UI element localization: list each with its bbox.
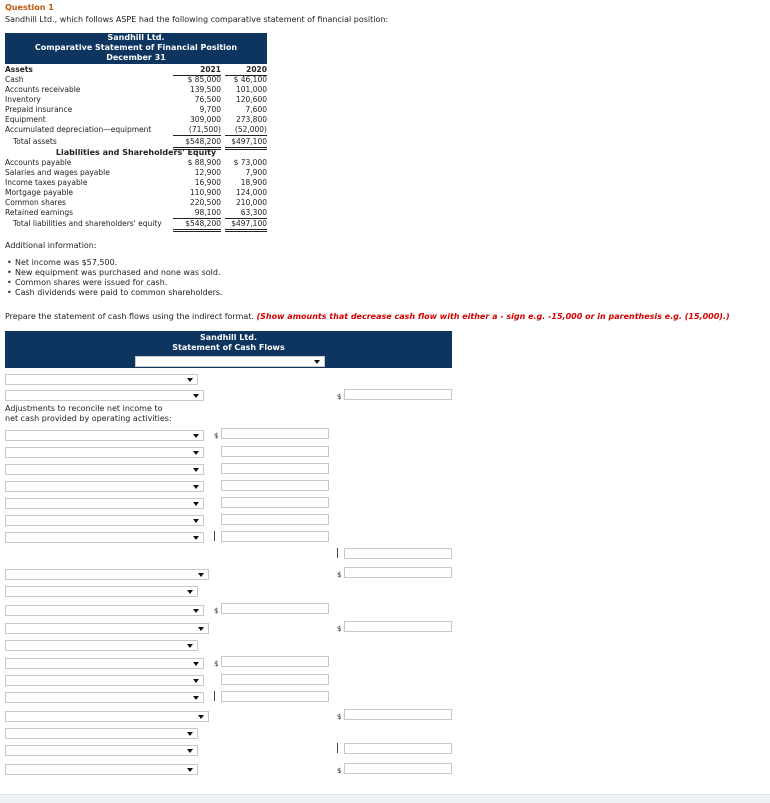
additional-info-header: Additional information: — [5, 241, 97, 250]
line-item-select[interactable] — [5, 532, 204, 543]
underline-mark — [214, 691, 215, 701]
amount-input[interactable] — [221, 691, 329, 702]
instruction — [5, 312, 730, 321]
scf-title: Statement of Cash Flows — [172, 343, 285, 352]
adjustments-label-line: Adjustments to reconcile net income to — [5, 404, 163, 413]
additional-info-list — [5, 258, 223, 298]
dollar-sign: $ — [337, 571, 342, 579]
chevron-down-icon — [314, 360, 320, 364]
sfp-title: Comparative Statement of Financial Position — [34, 43, 238, 52]
dollar-sign: $ — [337, 393, 342, 401]
list-item: • New equipment was purchased and none was sold. — [15, 268, 223, 278]
question-intro: Sandhill Ltd., which follows ASPE had the following comparative statement of financial position: — [5, 15, 389, 24]
sfp-column-header-row — [5, 65, 267, 75]
line-item-select[interactable] — [5, 515, 204, 526]
dollar-sign: $ — [214, 660, 219, 668]
liability-row — [5, 158, 267, 168]
chevron-down-icon — [193, 468, 199, 472]
line-item-select[interactable] — [5, 745, 198, 756]
liability-label: Retained earnings — [5, 208, 74, 217]
chevron-down-icon — [193, 451, 199, 455]
chevron-down-icon — [187, 768, 193, 772]
asset-row — [5, 105, 267, 115]
asset-2021: 139,500 — [189, 85, 221, 94]
liability-label: Salaries and wages payable — [5, 168, 110, 177]
amount-input[interactable] — [344, 763, 452, 774]
list-item: • Net income was $57,500. — [15, 258, 223, 268]
chevron-down-icon — [198, 627, 204, 631]
asset-2021: (71,500) — [173, 125, 221, 136]
liability-2020: 18,900 — [240, 178, 267, 187]
amount-input[interactable] — [221, 497, 329, 508]
adjustments-label — [5, 404, 172, 424]
liability-2021: 12,900 — [194, 168, 221, 177]
line-item-select[interactable] — [5, 586, 198, 597]
amount-input[interactable] — [344, 567, 452, 578]
line-item-select[interactable] — [5, 374, 198, 385]
chevron-down-icon — [187, 378, 193, 382]
amount-input[interactable] — [344, 548, 452, 559]
asset-label: Cash — [5, 75, 24, 84]
chevron-down-icon — [187, 590, 193, 594]
line-item-select[interactable] — [5, 640, 198, 651]
line-item-select[interactable] — [5, 605, 204, 616]
chevron-down-icon — [193, 519, 199, 523]
dollar-sign: $ — [337, 713, 342, 721]
liability-2021: $ 88,900 — [187, 158, 221, 167]
total-assets-2020: $497,100 — [225, 137, 267, 150]
period-select[interactable] — [135, 356, 325, 367]
asset-2020: 101,000 — [235, 85, 267, 94]
col-2021: 2021 — [173, 65, 221, 76]
line-item-select[interactable] — [5, 464, 204, 475]
liability-2021: 220,500 — [189, 198, 221, 207]
underline-mark — [337, 743, 338, 753]
asset-label: Inventory — [5, 95, 41, 104]
liability-2020: 63,300 — [225, 208, 267, 219]
asset-2020: 7,600 — [245, 105, 267, 114]
liability-row — [5, 198, 267, 208]
amount-input[interactable] — [344, 389, 452, 400]
asset-label: Accumulated depreciation—equipment — [5, 125, 152, 134]
amount-input[interactable] — [221, 514, 329, 525]
amount-input[interactable] — [221, 603, 329, 614]
line-item-select[interactable] — [5, 447, 204, 458]
asset-2021: 9,700 — [199, 105, 221, 114]
underline-mark — [214, 531, 215, 541]
chevron-down-icon — [187, 749, 193, 753]
asset-row — [5, 85, 267, 95]
total-liabilities-2021: $548,200 — [173, 219, 221, 232]
liability-2020: 210,000 — [235, 198, 267, 207]
line-item-select[interactable] — [5, 728, 198, 739]
liability-row — [5, 168, 267, 178]
amount-input[interactable] — [221, 446, 329, 457]
dollar-sign: $ — [214, 432, 219, 440]
adjustments-label-line: net cash provided by operating activities: — [5, 414, 172, 423]
scf-header — [5, 331, 452, 368]
line-item-select[interactable] — [5, 658, 204, 669]
liability-row — [5, 178, 267, 188]
asset-row — [5, 95, 267, 105]
liability-label: Mortgage payable — [5, 188, 74, 197]
liability-2020: $ 73,000 — [233, 158, 267, 167]
instruction-note: (Show amounts that decrease cash flow with either a - sign e.g. -15,000 or in parenthesis e.g. (15,000).) — [256, 312, 730, 321]
total-assets-2021: $548,200 — [173, 137, 221, 150]
chevron-down-icon — [193, 679, 199, 683]
line-item-select[interactable] — [5, 390, 204, 401]
liability-2020: 124,000 — [235, 188, 267, 197]
asset-2021: 76,500 — [194, 95, 221, 104]
amount-input[interactable] — [221, 656, 329, 667]
instruction-text: Prepare the statement of cash flows using the indirect format. — [5, 312, 254, 321]
liability-row — [5, 188, 267, 198]
asset-2021: 309,000 — [189, 115, 221, 124]
chevron-down-icon — [193, 696, 199, 700]
amount-input[interactable] — [221, 674, 329, 685]
total-liabilities-row — [5, 219, 267, 229]
line-item-select[interactable] — [5, 711, 209, 722]
amount-input[interactable] — [344, 709, 452, 720]
amount-input[interactable] — [221, 463, 329, 474]
chevron-down-icon — [187, 644, 193, 648]
liability-2021: 16,900 — [194, 178, 221, 187]
chevron-down-icon — [193, 609, 199, 613]
total-liabilities-2020: $497,100 — [225, 219, 267, 232]
amount-input[interactable] — [221, 480, 329, 491]
list-item: • Common shares were issued for cash. — [15, 278, 223, 288]
asset-2020: 120,600 — [235, 95, 267, 104]
chevron-down-icon — [187, 732, 193, 736]
line-item-select[interactable] — [5, 692, 204, 703]
chevron-down-icon — [198, 573, 204, 577]
liability-2020: 7,900 — [245, 168, 267, 177]
amount-input[interactable] — [344, 743, 452, 754]
liability-2021: 98,100 — [173, 208, 221, 219]
asset-2020: 273,800 — [235, 115, 267, 124]
asset-label: Accounts receivable — [5, 85, 81, 94]
liability-label: Accounts payable — [5, 158, 72, 167]
line-item-select[interactable] — [5, 623, 209, 634]
scf-company: Sandhill Ltd. — [200, 333, 257, 342]
chevron-down-icon — [198, 715, 204, 719]
total-liabilities-label: Total liabilities and shareholders' equity — [13, 219, 162, 228]
amount-input[interactable] — [221, 428, 329, 439]
dollar-sign: $ — [214, 607, 219, 615]
chevron-down-icon — [193, 394, 199, 398]
dollar-sign: $ — [337, 625, 342, 633]
line-item-select[interactable] — [5, 764, 198, 775]
line-item-select[interactable] — [5, 481, 204, 492]
liability-2021: 110,900 — [189, 188, 221, 197]
sfp-header — [5, 33, 267, 64]
sfp-company: Sandhill Ltd. — [107, 33, 165, 42]
asset-label: Prepaid insurance — [5, 105, 73, 114]
chevron-down-icon — [193, 536, 199, 540]
chevron-down-icon — [193, 502, 199, 506]
asset-2021: $ 85,000 — [187, 75, 221, 84]
line-item-select[interactable] — [5, 569, 209, 580]
liability-row — [5, 208, 267, 218]
asset-row — [5, 125, 267, 135]
list-item: • Cash dividends were paid to common shareholders. — [15, 288, 223, 298]
question-title: Question 1 — [5, 3, 54, 12]
dollar-sign: $ — [337, 767, 342, 775]
liability-label: Common shares — [5, 198, 66, 207]
line-item-select[interactable] — [5, 675, 204, 686]
line-item-select[interactable] — [5, 498, 204, 509]
chevron-down-icon — [193, 662, 199, 666]
total-assets-row — [5, 137, 267, 147]
total-assets-label: Total assets — [13, 137, 57, 146]
chevron-down-icon — [193, 434, 199, 438]
asset-label: Equipment — [5, 115, 46, 124]
asset-row — [5, 115, 267, 125]
liabilities-header: Liabilities and Shareholders' Equity — [55, 148, 217, 157]
assets-header: Assets — [5, 65, 33, 74]
liability-label: Income taxes payable — [5, 178, 88, 187]
chevron-down-icon — [193, 485, 199, 489]
asset-row — [5, 75, 267, 85]
col-2020: 2020 — [225, 65, 267, 76]
asset-2020: (52,000) — [225, 125, 267, 136]
asset-2020: $ 46,100 — [233, 75, 267, 84]
sfp-date: December 31 — [106, 53, 166, 62]
line-item-select[interactable] — [5, 430, 204, 441]
amount-input[interactable] — [344, 621, 452, 632]
amount-input[interactable] — [221, 531, 329, 542]
underline-mark — [337, 548, 338, 558]
